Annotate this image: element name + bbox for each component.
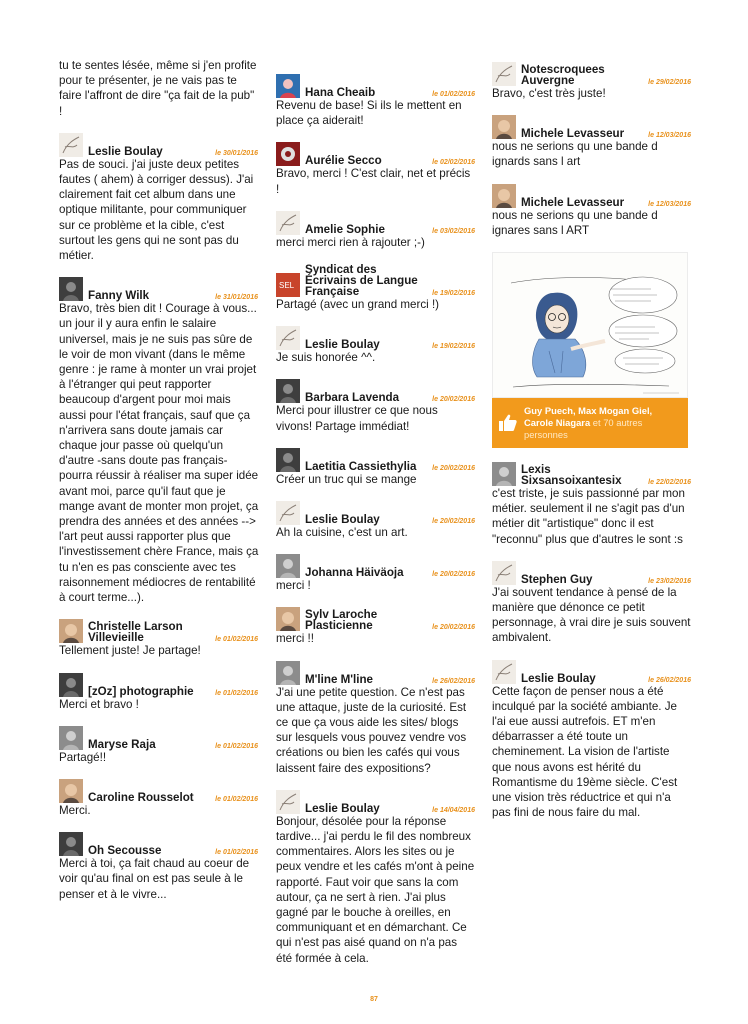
commenter-name[interactable]: Fanny Wilk <box>88 289 150 303</box>
commenter-name[interactable]: Maryse Raja <box>88 737 156 751</box>
comment-text: Merci et bravo ! <box>59 697 139 711</box>
commenter-name[interactable]: Syndicat des Écrivains de Langue Française <box>305 263 418 299</box>
comment-text: merci ! <box>276 579 311 593</box>
commenter-name[interactable]: [zOz] photographie <box>88 684 194 698</box>
comment <box>59 779 259 818</box>
avatar[interactable] <box>276 661 300 685</box>
comment-text: Cette façon de penser nous a été inculqué par la société ambiante. Je l'ai eue aussi autrefois. ET m'en débarrasser a été toute un cheminement. La vision de l'artiste que nous avons est hérité du Romantisme du 19ème siècle. C'est une vision très réductrice et qui n'a pas fini de nous faire du mal. <box>492 684 678 820</box>
comment-date: le 01/02/2016 <box>432 91 475 98</box>
comment-text: Merci pour illustrer ce que nous vivons! Partage immédiat! <box>276 404 438 433</box>
commenter-name[interactable]: Leslie Boulay <box>305 513 380 527</box>
comment-date: le 20/02/2016 <box>432 396 475 404</box>
avatar[interactable] <box>59 277 83 301</box>
comment-header <box>276 661 476 685</box>
avatar[interactable] <box>276 142 300 166</box>
avatar[interactable] <box>276 211 300 235</box>
avatar[interactable] <box>492 561 516 585</box>
comment-date: le 03/02/2016 <box>432 227 475 235</box>
comment-text: J'ai souvent tendance à pensé de la manière que dénonce ce petit personnage, à vrai dire je suis souvent ambivalent. <box>492 585 691 645</box>
comment-header <box>276 211 476 235</box>
comment-date: le 31/01/2016 <box>215 294 258 302</box>
avatar[interactable] <box>59 673 83 697</box>
commenter-name[interactable]: Aurélie Secco <box>305 154 382 168</box>
comment-list <box>276 74 476 966</box>
comment-header <box>59 619 259 643</box>
comment <box>276 501 476 540</box>
comment <box>276 607 476 646</box>
avatar[interactable] <box>276 273 300 297</box>
comment-header <box>59 832 259 856</box>
comment-text: nous ne serions qu une bande d ignares sans l ART <box>492 208 658 237</box>
avatar[interactable] <box>59 619 83 643</box>
comment-header <box>276 326 476 350</box>
avatar[interactable] <box>59 832 83 856</box>
comment-date: le 19/02/2016 <box>432 290 475 298</box>
comment-header <box>492 561 692 585</box>
comment-text: Bravo, merci ! C'est clair, net et précis ! <box>276 167 471 196</box>
commenter-name[interactable]: Hana Cheaib <box>305 86 376 99</box>
comment <box>492 115 692 169</box>
avatar[interactable] <box>492 184 516 208</box>
likers-names[interactable]: Guy Puech, Max Mogan Giel, Carole Niagara <box>524 405 653 429</box>
avatar[interactable] <box>492 62 516 86</box>
comment-text: J'ai une petite question. Ce n'est pas une attaque, juste de la curiosité. Est ce que ça vous aide les sites/ blogs sur lesquels vous pouvez vendre vos créations ou bien les cafés qui vous laissent faire des expositions? <box>276 685 467 775</box>
comment <box>276 74 476 128</box>
avatar[interactable] <box>492 660 516 684</box>
column-3 <box>492 48 692 820</box>
comment-text: Bonjour, désolée pour la réponse tardive... j'ai perdu le fil des nombreux commentaires. Alors les sites ou je peux vendre et les cafés m'ont à peine rapporté. Faut voir que sans la com autour, ça ne sert à rien. J'ai plus gagné par le bouche à oreilles, en communiquant et en démarchant. Ce qui n'est pas aisé quand on n'a pas été formée à cela. <box>276 814 475 965</box>
avatar[interactable] <box>276 554 300 578</box>
comment-text: Créer un truc qui se mange <box>276 472 417 486</box>
comment <box>59 726 259 765</box>
comment-list <box>59 133 259 902</box>
commenter-name[interactable]: Amelie Sophie <box>305 222 385 236</box>
comment-header <box>59 277 259 301</box>
commenter-name[interactable]: M'line M'line <box>305 672 373 686</box>
comment <box>492 62 692 101</box>
comment-date: le 01/02/2016 <box>215 636 258 644</box>
comment <box>276 448 476 487</box>
avatar[interactable] <box>276 326 300 350</box>
commenter-name[interactable]: Michele Levasseur <box>521 127 625 141</box>
comment <box>59 277 259 605</box>
cartoon-illustration <box>492 252 688 398</box>
comment-text: Merci. <box>59 803 91 817</box>
comment-date: le 30/01/2016 <box>215 149 258 157</box>
likes-text <box>524 405 682 441</box>
avatar[interactable] <box>276 448 300 472</box>
comment <box>59 133 259 263</box>
comment-header <box>276 790 476 814</box>
comment <box>276 326 476 365</box>
commenter-name[interactable]: Caroline Rousselot <box>88 790 194 804</box>
comment-date: le 12/03/2016 <box>648 132 691 140</box>
commenter-name[interactable]: Lexis Sixsansoixantesix <box>521 463 622 488</box>
comment-date: le 01/02/2016 <box>215 742 258 750</box>
comment-text: merci merci rien à rajouter ;-) <box>276 235 425 249</box>
comment-list <box>492 62 692 238</box>
avatar[interactable] <box>59 133 83 157</box>
avatar[interactable] <box>276 790 300 814</box>
comment-date: le 01/02/2016 <box>215 689 258 697</box>
comment-header <box>276 74 476 98</box>
comment <box>492 561 692 646</box>
comment-text: merci !! <box>276 632 315 646</box>
comment-date: le 22/02/2016 <box>648 479 691 487</box>
comment-date: le 14/04/2016 <box>432 806 475 814</box>
avatar[interactable] <box>276 607 300 631</box>
comment-list <box>492 462 692 820</box>
commenter-name[interactable]: Leslie Boulay <box>305 338 380 352</box>
comment-date: le 01/02/2016 <box>215 795 258 803</box>
facebook-likes-bar <box>492 398 688 448</box>
commenter-name[interactable]: Leslie Boulay <box>88 144 163 158</box>
comment-date: le 29/02/2016 <box>648 79 691 86</box>
comment-date: le 20/02/2016 <box>432 464 475 472</box>
comment-header <box>276 379 476 403</box>
column-1 <box>59 58 259 902</box>
comment <box>276 379 476 433</box>
commenter-name[interactable]: Stephen Guy <box>521 572 593 586</box>
comment <box>276 264 476 312</box>
commenter-name[interactable]: Leslie Boulay <box>305 801 380 815</box>
comment-date: le 20/02/2016 <box>432 571 475 579</box>
comment-text: Partagé!! <box>59 750 107 764</box>
comment <box>59 673 259 712</box>
comment-text: nous ne serions qu une bande d ignards sans l art <box>492 140 658 169</box>
commenter-name[interactable]: Leslie Boulay <box>521 671 596 685</box>
comment-header <box>59 673 259 697</box>
comment <box>276 661 476 776</box>
commenter-name[interactable]: Michele Levasseur <box>521 195 625 209</box>
comment-text: Merci à toi, ça fait chaud au coeur de voir qu'au final on est pas seule à le penser et à le vivre... <box>59 857 250 901</box>
comment <box>59 619 259 658</box>
comment-header <box>276 554 476 578</box>
comment <box>492 462 692 547</box>
comment <box>59 832 259 902</box>
avatar[interactable] <box>59 779 83 803</box>
commenter-name[interactable]: Laetitia Cassiethylia <box>305 459 417 473</box>
comment-text: Partagé (avec un grand merci !) <box>276 298 440 312</box>
comment-date: le 12/03/2016 <box>648 200 691 208</box>
comment-header <box>492 62 692 86</box>
comment-text: Revenu de base! Si ils le mettent en place ça aiderait! <box>276 99 462 128</box>
avatar[interactable] <box>492 462 516 486</box>
comment-header <box>59 779 259 803</box>
likers-more[interactable]: et 70 autres personnes <box>524 417 643 441</box>
intro-text: tu te sentes lésée, même si j'en profite pour te présenter, je ne vais pas te faire l'affront de dire "ça fait de la pub" ! <box>59 59 257 118</box>
comment-header <box>59 133 259 157</box>
comment <box>276 211 476 250</box>
commenter-name[interactable]: Notescroquees Auvergne <box>521 63 605 87</box>
commenter-name[interactable]: Johanna Häiväoja <box>305 566 404 580</box>
comment-header <box>276 607 476 631</box>
comment-date: le 20/02/2016 <box>432 518 475 526</box>
thumbs-up-icon <box>498 413 518 433</box>
commenter-name[interactable]: Christelle Larson Villevieille <box>88 620 183 645</box>
comment-date: le 19/02/2016 <box>432 343 475 351</box>
svg-text:SEL: SEL <box>279 281 295 291</box>
comment-header <box>492 462 692 486</box>
comment-date: le 23/02/2016 <box>648 577 691 585</box>
comment-text: Bravo, très bien dit ! Courage à vous... un jour il y aura enfin le salaire universel, mais je ne suis pas sûre de le voir de mon vivant (dans le même genre : je rame à monter un vrai projet à l'étranger qui peut rapporter beaucoup d'argent pour moi mais aussi pour l'état français, sauf que ça n'arrivera sans doute jamais car chaque jour passe où quelqu'un d'autre -sans doute pas français- pourra réussir à réaliser ma super idée avant moi, parce qu'il faut que je mange avant de monter mon projet, ça prendra des années et des années --> l'art peut aussi rapporter plus que l'investissement chère France, mais ça tu n'en es pas consciente avec tes raisonnement médiocres de rentabilité à court terme...). <box>59 302 259 605</box>
comment-text: Tellement juste! Je partage! <box>59 644 201 658</box>
comment-date: le 02/02/2016 <box>432 159 475 167</box>
comment-text: c'est triste, je suis passionné par mon métier. seulement il ne s'agit pas d'un métier dit "artistique" donc il est "reconnu" plus que d'autres le sont :s <box>492 487 685 546</box>
avatar[interactable] <box>492 115 516 139</box>
comment-date: le 20/02/2016 <box>432 624 475 632</box>
comment-text: Je suis honorée ^^. <box>276 351 376 365</box>
avatar[interactable] <box>276 379 300 403</box>
column-2 <box>276 60 476 966</box>
comment-header <box>492 660 692 684</box>
comment <box>492 184 692 238</box>
avatar[interactable] <box>59 726 83 750</box>
comment <box>276 554 476 593</box>
commenter-name[interactable]: Oh Secousse <box>88 844 162 858</box>
comment-header <box>276 264 476 297</box>
comment-header <box>492 184 692 208</box>
comment-date: le 26/02/2016 <box>432 677 475 685</box>
comment-header <box>492 115 692 139</box>
commenter-name[interactable]: Barbara Lavenda <box>305 391 400 405</box>
avatar[interactable] <box>276 74 300 98</box>
comment-text: Bravo, c'est très juste! <box>492 87 606 100</box>
comment-text: Pas de souci. j'ai juste deux petites fautes ( ahem) à corriger dessus). J'ai clairement fait cet album dans une optique militante, pour communiquer sur ce problème et la cible, c'est surtout les gens qui ne sont pas du métier. <box>59 157 254 263</box>
comment <box>276 790 476 966</box>
comment <box>492 660 692 821</box>
cartoon-drawing <box>493 253 688 398</box>
comment-date: le 26/02/2016 <box>648 676 691 684</box>
comment-header <box>276 448 476 472</box>
comment-date: le 01/02/2016 <box>215 849 258 857</box>
comment-header <box>59 726 259 750</box>
page-number: 87 <box>370 996 378 1003</box>
comment-text: Ah la cuisine, c'est un art. <box>276 526 408 540</box>
comment <box>276 142 476 196</box>
avatar[interactable] <box>276 501 300 525</box>
commenter-name[interactable]: Sylv Laroche Plasticienne <box>305 608 378 633</box>
comment-header <box>276 501 476 525</box>
comment-header <box>276 142 476 166</box>
